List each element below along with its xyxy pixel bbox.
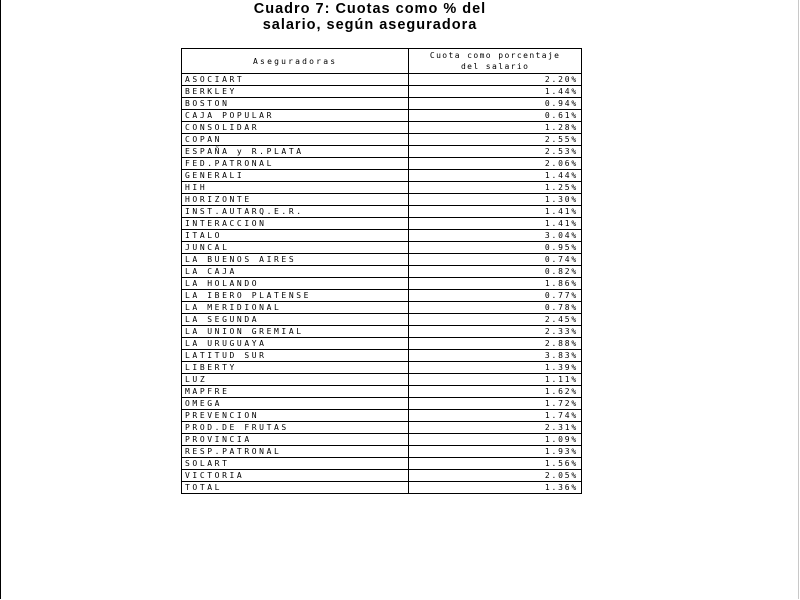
insurer-name-cell: LA HOLANDO (182, 278, 409, 290)
quota-value-cell: 1.72% (409, 398, 582, 410)
table-row (182, 422, 582, 434)
quota-value-cell: 1.93% (409, 446, 582, 458)
quota-value-cell: 2.20% (409, 74, 582, 86)
table-row (182, 218, 582, 230)
insurer-name-cell: PREVENCION (182, 410, 409, 422)
insurer-name-cell: LA BUENOS AIRES (182, 254, 409, 266)
table-row (182, 290, 582, 302)
table-row (182, 170, 582, 182)
insurer-name-cell: VICTORIA (182, 470, 409, 482)
insurer-name-cell: LA MERIDIONAL (182, 302, 409, 314)
table-row (182, 326, 582, 338)
table-title (200, 1, 540, 33)
table-row (182, 446, 582, 458)
quota-value-cell: 2.31% (409, 422, 582, 434)
quota-value-cell: 2.33% (409, 326, 582, 338)
quota-value-cell: 1.62% (409, 386, 582, 398)
table-row (182, 86, 582, 98)
table-row (182, 242, 582, 254)
quota-value-cell: 1.30% (409, 194, 582, 206)
insurer-name-cell: LA CAJA (182, 266, 409, 278)
table-row (182, 386, 582, 398)
insurer-name-cell: LA URUGUAYA (182, 338, 409, 350)
table-row (182, 122, 582, 134)
quota-value-cell: 1.44% (409, 170, 582, 182)
table-row (182, 482, 582, 494)
table-row (182, 194, 582, 206)
quota-value-cell: 1.09% (409, 434, 582, 446)
table-row (182, 230, 582, 242)
table-row (182, 206, 582, 218)
insurer-name-cell: PROVINCIA (182, 434, 409, 446)
table-row (182, 434, 582, 446)
table-row (182, 146, 582, 158)
insurer-name-cell: SOLART (182, 458, 409, 470)
insurer-name-cell: OMEGA (182, 398, 409, 410)
quota-value-cell: 0.77% (409, 290, 582, 302)
quota-value-cell: 1.56% (409, 458, 582, 470)
table-row (182, 338, 582, 350)
quota-value-cell: 2.53% (409, 146, 582, 158)
quota-value-cell: 1.28% (409, 122, 582, 134)
quota-value-cell: 0.74% (409, 254, 582, 266)
quota-value-cell: 1.86% (409, 278, 582, 290)
quota-value-cell: 1.11% (409, 374, 582, 386)
insurer-name-cell: GENERALI (182, 170, 409, 182)
insurer-name-cell: JUNCAL (182, 242, 409, 254)
table-row (182, 302, 582, 314)
quota-value-cell: 1.39% (409, 362, 582, 374)
table-row (182, 398, 582, 410)
quota-value-cell: 3.83% (409, 350, 582, 362)
insurer-name-cell: LIBERTY (182, 362, 409, 374)
table-header-row (182, 49, 582, 74)
table-row (182, 134, 582, 146)
insurer-name-cell: LATITUD SUR (182, 350, 409, 362)
quota-value-cell: 1.25% (409, 182, 582, 194)
table-row (182, 314, 582, 326)
header-quota-line-2: del salario (460, 62, 530, 71)
quota-value-cell: 2.55% (409, 134, 582, 146)
quota-value-cell: 1.36% (409, 482, 582, 494)
insurer-name-cell: LA IBERO PLATENSE (182, 290, 409, 302)
insurer-name-cell: CAJA POPULAR (182, 110, 409, 122)
quota-value-cell: 2.88% (409, 338, 582, 350)
quota-value-cell: 2.45% (409, 314, 582, 326)
insurer-name-cell: CONSOLIDAR (182, 122, 409, 134)
insurer-name-cell: FED.PATRONAL (182, 158, 409, 170)
insurer-name-cell: ASOCIART (182, 74, 409, 86)
table-row (182, 254, 582, 266)
insurer-name-cell: LA SEGUNDA (182, 314, 409, 326)
quota-value-cell: 1.74% (409, 410, 582, 422)
quota-value-cell: 0.94% (409, 98, 582, 110)
header-quota-line-1: Cuota como porcentaje (429, 51, 561, 60)
table-row (182, 278, 582, 290)
insurer-name-cell: MAPFRE (182, 386, 409, 398)
quota-value-cell: 1.41% (409, 218, 582, 230)
insurer-name-cell: LUZ (182, 374, 409, 386)
table-row (182, 158, 582, 170)
quota-value-cell: 2.05% (409, 470, 582, 482)
insurer-name-cell: ESPAÑA y R.PLATA (182, 146, 409, 158)
header-quota (409, 49, 582, 74)
quota-value-cell: 0.61% (409, 110, 582, 122)
quota-value-cell: 1.41% (409, 206, 582, 218)
table-row (182, 182, 582, 194)
quota-value-cell: 0.78% (409, 302, 582, 314)
table-body (182, 74, 582, 494)
table-row (182, 410, 582, 422)
table-row (182, 110, 582, 122)
table-row (182, 350, 582, 362)
quota-value-cell: 1.44% (409, 86, 582, 98)
insurer-name-cell: COPAN (182, 134, 409, 146)
insurer-name-cell: HIH (182, 182, 409, 194)
table-row (182, 362, 582, 374)
quota-value-cell: 3.04% (409, 230, 582, 242)
insurer-name-cell: BERKLEY (182, 86, 409, 98)
insurer-name-cell: HORIZONTE (182, 194, 409, 206)
table-row (182, 470, 582, 482)
quota-value-cell: 2.06% (409, 158, 582, 170)
title-line-1: Cuadro 7: Cuotas como % del (253, 1, 487, 17)
insurer-name-cell: PROD.DE FRUTAS (182, 422, 409, 434)
insurer-name-cell: RESP.PATRONAL (182, 446, 409, 458)
insurers-table (181, 48, 582, 494)
table-row (182, 266, 582, 278)
quota-value-cell: 0.82% (409, 266, 582, 278)
insurer-name-cell: INTERACCION (182, 218, 409, 230)
header-insurers: Aseguradoras (182, 49, 409, 74)
table-row (182, 458, 582, 470)
insurer-name-cell: INST.AUTARQ.E.R. (182, 206, 409, 218)
table-row (182, 74, 582, 86)
table-row (182, 374, 582, 386)
insurer-name-cell: ITALO (182, 230, 409, 242)
insurer-name-cell: LA UNION GREMIAL (182, 326, 409, 338)
title-line-2: salario, según aseguradora (262, 17, 478, 33)
table-row (182, 98, 582, 110)
insurer-name-cell: TOTAL (182, 482, 409, 494)
quota-value-cell: 0.95% (409, 242, 582, 254)
insurer-name-cell: BOSTON (182, 98, 409, 110)
